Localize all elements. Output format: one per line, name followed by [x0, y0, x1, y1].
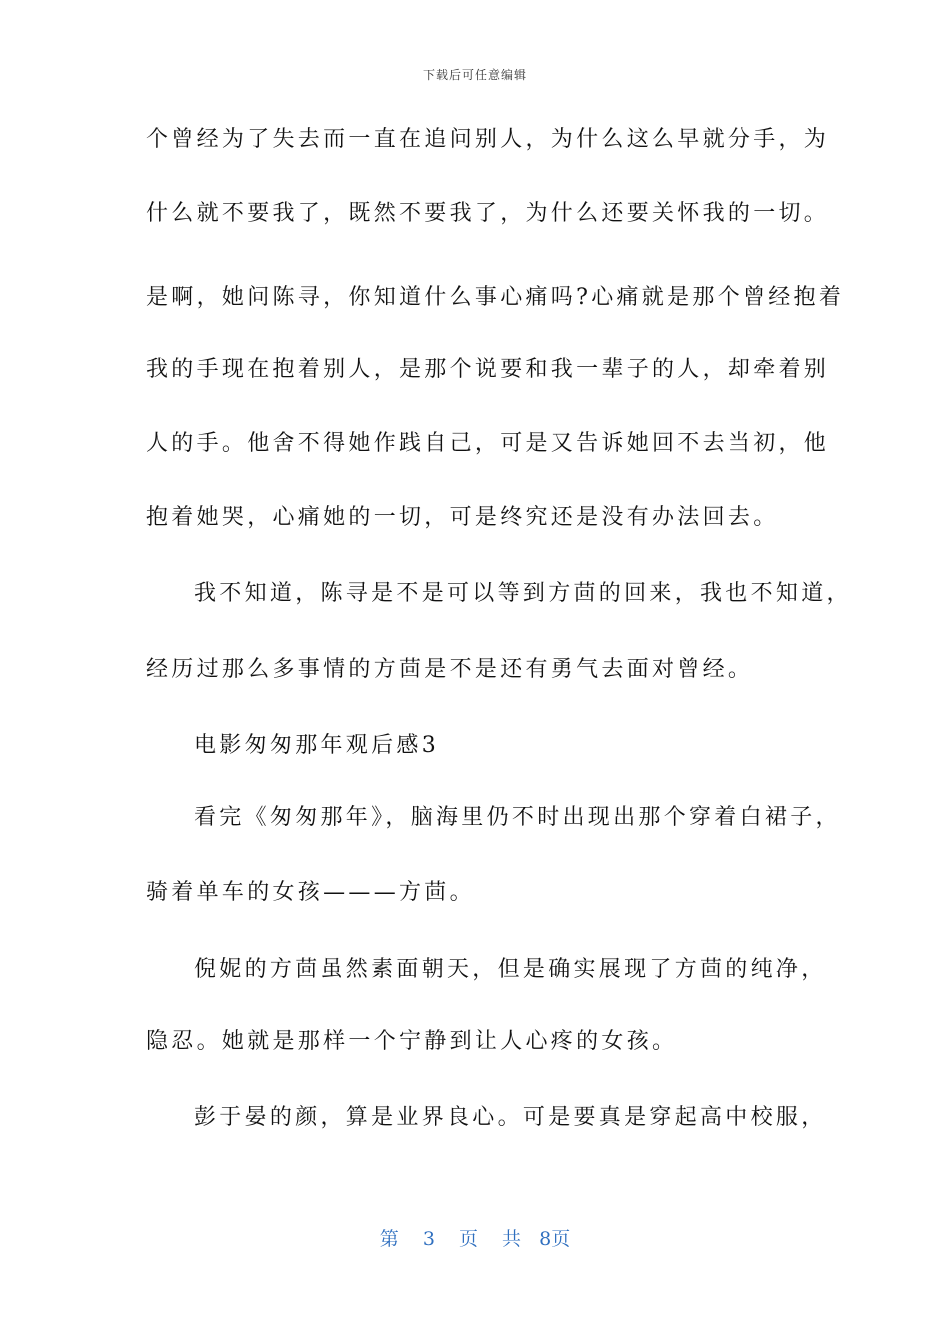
- text-line: 个曾经为了失去而一直在追问别人，为什么这么早就分手，为: [146, 127, 830, 152]
- footer-page-word: 页: [458, 1228, 478, 1250]
- text-line: 彭于晏的颜，算是业界良心。可是要真是穿起高中校服，: [194, 1105, 827, 1130]
- text-line: 是啊，她问陈寻，你知道什么事心痛吗?心痛就是那个曾经抱着: [146, 285, 845, 310]
- footer-prefix: 第: [379, 1228, 399, 1250]
- text-line: 倪妮的方茴虽然素面朝天，但是确实展现了方茴的纯净，: [194, 957, 827, 982]
- text-line: 我的手现在抱着别人，是那个说要和我一辈子的人，却牵着别: [146, 357, 830, 382]
- text-line: 人的手。他舍不得她作践自己，可是又告诉她回不去当初，他: [146, 431, 830, 456]
- text-line: 经历过那么多事情的方茴是不是还有勇气去面对曾经。: [146, 657, 754, 682]
- text-line: 隐忍。她就是那样一个宁静到让人心疼的女孩。: [146, 1029, 678, 1054]
- text-line: 看完《匆匆那年》，脑海里仍不时出现出那个穿着白裙子，: [194, 805, 841, 830]
- text-line: 骑着单车的女孩———方茴。: [146, 880, 475, 905]
- text-line: 抱着她哭，心痛她的一切，可是终究还是没有办法回去。: [146, 505, 779, 530]
- text-line: 什么就不要我了，既然不要我了，为什么还要关怀我的一切。: [146, 201, 830, 226]
- footer-total-word: 共: [502, 1228, 522, 1250]
- section-heading: 电影匆匆那年观后感3: [194, 733, 439, 758]
- page-header-note: 下载后可任意编辑: [422, 68, 527, 82]
- page-footer: [0, 1224, 950, 1251]
- text-line: 我不知道，陈寻是不是可以等到方茴的回来，我也不知道，: [194, 581, 852, 606]
- footer-current-page: 3: [422, 1228, 435, 1250]
- footer-total-pages: 8页: [539, 1228, 571, 1250]
